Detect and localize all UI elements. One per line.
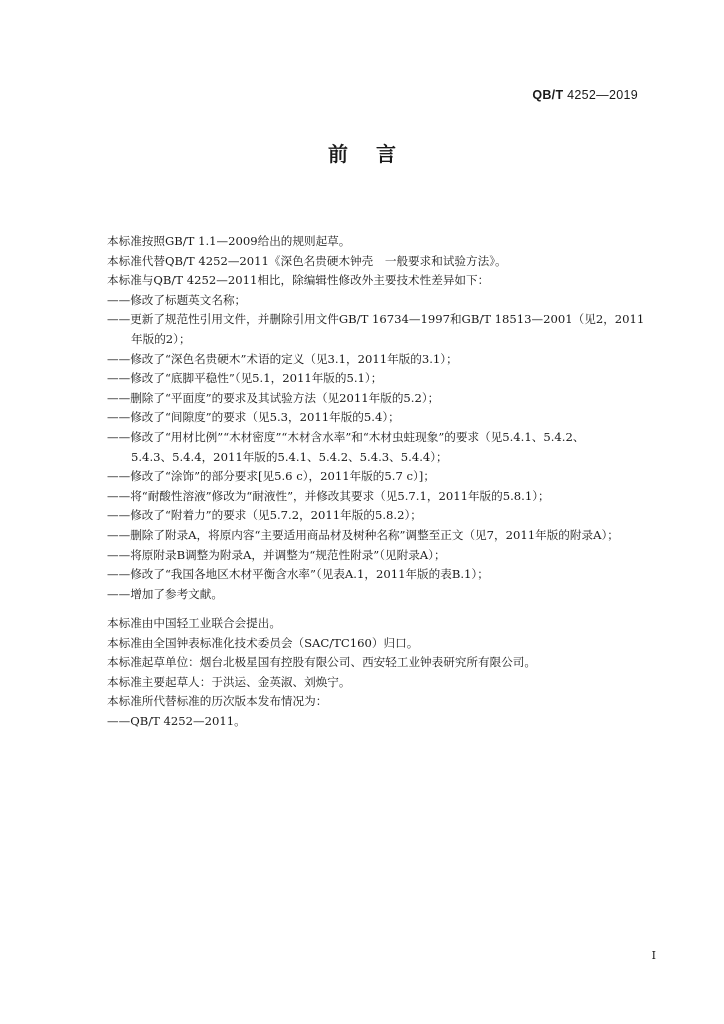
paragraph: 本标准所代替标准的历次版本发布情况为：: [107, 694, 328, 709]
list-item: ——修改了“附着力”的要求（见5.7.2，2011年版的5.8.2）；: [107, 508, 422, 523]
standard-code-number: 4252—2019: [567, 88, 638, 102]
paragraph: 本标准由中国轻工业联合会提出。: [107, 616, 281, 630]
standard-code: [532, 88, 638, 102]
list-item: ——修改了“深色名贵硬木”术语的定义（见3.1，2011年版的3.1）；: [107, 351, 458, 366]
paragraph: 本标准起草单位：烟台北极星国有控股有限公司、西安轻工业钟表研究所有限公司。: [107, 655, 536, 670]
foreword-info: [107, 614, 655, 732]
list-item: ——将原附录B调整为附录A，并调整为“规范性附录”（见附录A）；: [107, 547, 446, 562]
list-item: ——修改了“间隙度”的要求（见5.3，2011年版的5.4）；: [107, 410, 400, 425]
list-item: ——修改了“用材比例”“木材密度”“木材含水率”和“木材虫蛀现象”的要求（见5.4.1、5.4.2、: [107, 429, 585, 444]
list-item-continuation: 年版的2）；: [131, 331, 191, 346]
list-item: ——修改了“底脚平稳性”（见5.1，2011年版的5.1）；: [107, 371, 383, 386]
page-number: I: [651, 949, 656, 962]
paragraph: 本标准由全国钟表标准化技术委员会（SAC/TC160）归口。: [107, 635, 419, 650]
list-item: ——修改了标题英文名称；: [107, 292, 247, 307]
paragraph: 本标准按照GB/T 1.1—2009给出的规则起草。: [107, 234, 351, 248]
list-item: ——修改了“我国各地区木材平衡含水率”（见表A.1，2011年版的表B.1）；: [107, 567, 489, 582]
list-item: ——修改了“涂饰”的部分要求[见5.6 c），2011年版的5.7 c）]；: [107, 469, 435, 484]
page-title: 前言: [328, 142, 424, 166]
list-item: ——增加了参考文献。: [107, 586, 223, 601]
list-item: ——将“耐酸性溶液”修改为“耐液性”，并修改其要求（见5.7.1，2011年版的5.8.1）；: [107, 488, 550, 503]
list-item: ——删除了附录A，将原内容“主要适用商品材及树种名称”调整至正文（见7，2011年版的附录A）；: [107, 527, 619, 542]
list-item: ——更新了规范性引用文件，并删除引用文件GB/T 16734—1997和GB/T 18513—2001（见2，2011: [107, 312, 645, 327]
foreword-body: [107, 232, 655, 604]
paragraph: 本标准与QB/T 4252—2011相比，除编辑性修改外主要技术性差异如下：: [107, 273, 490, 288]
list-item: ——QB/T 4252—2011。: [107, 713, 246, 728]
standard-code-prefix: QB/T: [532, 88, 564, 102]
list-item-continuation: 5.4.3、5.4.4，2011年版的5.4.1、5.4.2、5.4.3、5.4.4）；: [131, 449, 448, 464]
paragraph: 本标准代替QB/T 4252—2011《深色名贵硬木钟壳 一般要求和试验方法》。: [107, 253, 507, 268]
list-item: ——删除了“平面度”的要求及其试验方法（见2011年版的5.2）；: [107, 390, 440, 405]
paragraph: 本标准主要起草人：于洪运、金英淑、刘焕宁。: [107, 674, 351, 689]
